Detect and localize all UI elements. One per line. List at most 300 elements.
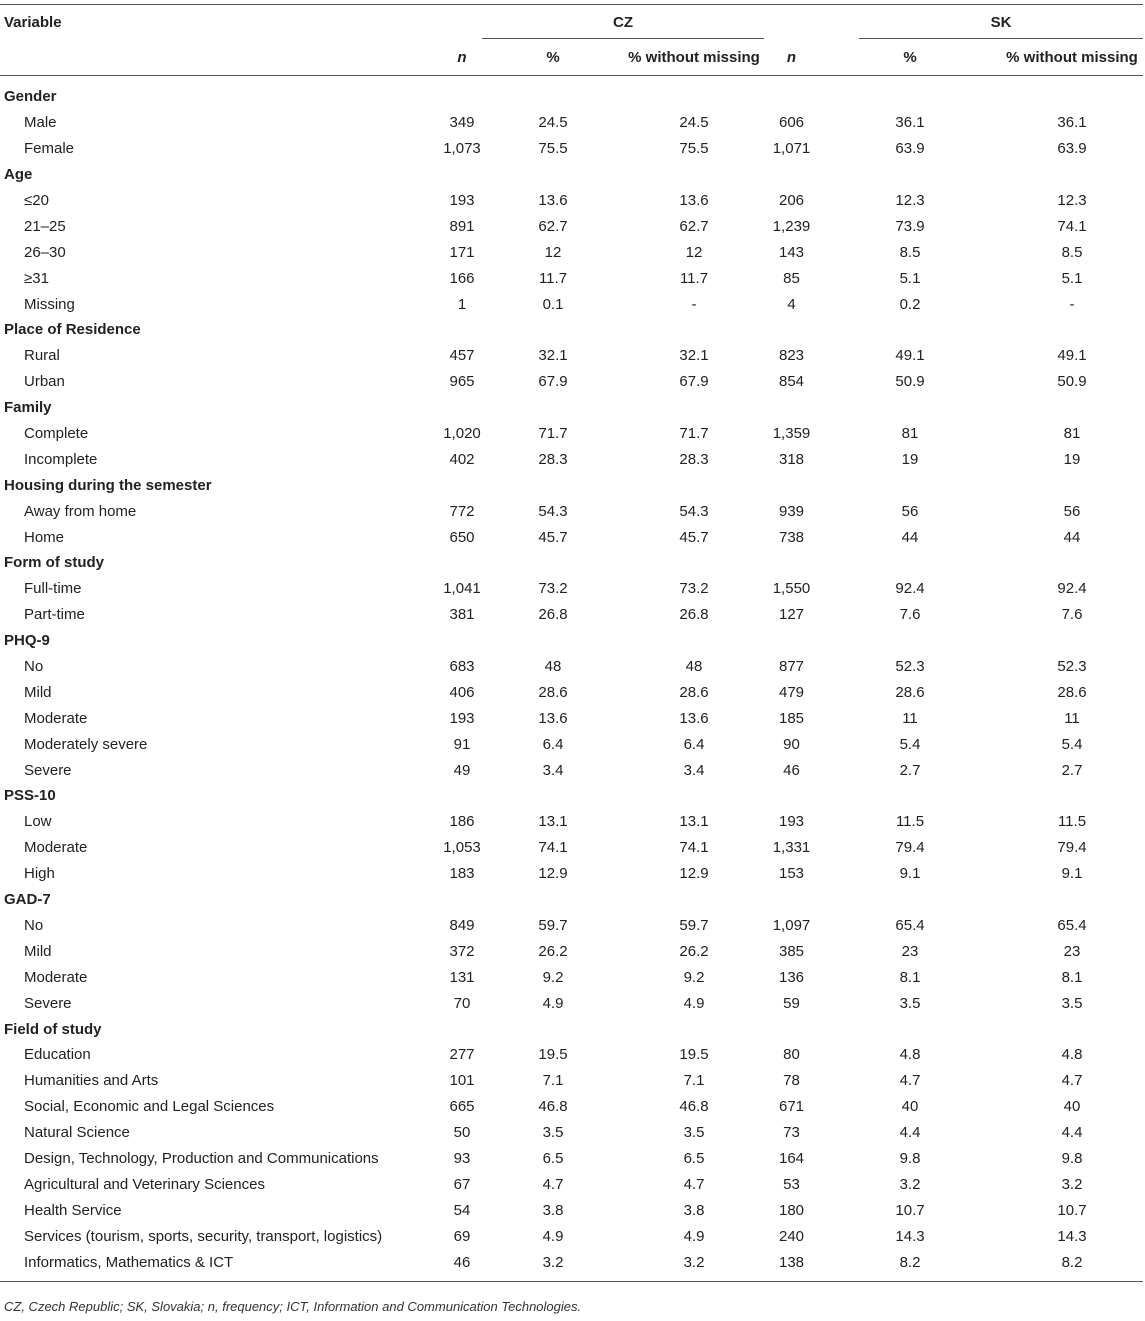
table-row: [0, 861, 1143, 887]
row-label: Moderate: [24, 968, 88, 986]
cell-sk-pct-without-missing: 63.9: [1057, 140, 1087, 158]
row-label: Urban: [24, 373, 65, 391]
cell-cz-pct-without-missing: 73.2: [679, 580, 709, 598]
cell-cz-n: 183: [449, 865, 475, 883]
row-label: Home: [24, 528, 65, 546]
row-label: No: [24, 658, 44, 676]
cell-sk-n: 1,550: [772, 580, 811, 598]
cell-cz-pct-without-missing: 45.7: [679, 528, 709, 546]
cell-sk-pct-without-missing: 4.7: [1061, 1072, 1083, 1090]
cell-sk-n: 164: [778, 1149, 805, 1167]
cell-sk-pct-without-missing: 44: [1063, 528, 1081, 546]
row-label: ≤20: [24, 192, 49, 209]
cell-sk-pct-without-missing: 50.9: [1057, 373, 1087, 391]
cell-sk-n: 877: [778, 658, 805, 676]
cell-sk-pct-without-missing: 28.6: [1057, 683, 1087, 701]
cell-cz-pct: 73.2: [538, 580, 568, 598]
cell-cz-n: 1,041: [443, 580, 481, 598]
cell-cz-n: 101: [449, 1072, 475, 1090]
table-row: [0, 421, 1143, 447]
cell-cz-pct: 0.1: [542, 295, 564, 313]
cell-sk-pct: 73.9: [895, 217, 925, 235]
cell-cz-pct: 62.7: [538, 217, 568, 235]
cell-cz-pct-without-missing: 28.3: [679, 450, 709, 468]
table-row: [0, 1094, 1143, 1120]
cell-sk-n: 854: [778, 373, 805, 391]
cell-cz-pct: 71.7: [538, 425, 568, 443]
header-group-sk: SK: [859, 5, 1143, 39]
cell-cz-n: 69: [453, 1227, 471, 1245]
section-title: Field of study: [4, 1020, 102, 1038]
cell-sk-pct: 12.3: [895, 192, 925, 209]
cell-cz-n: 171: [449, 243, 475, 261]
cell-cz-n: 193: [449, 192, 475, 209]
table-row: [0, 990, 1143, 1016]
cell-sk-pct-without-missing: 74.1: [1057, 217, 1087, 235]
cell-cz-pct-without-missing: 62.7: [679, 217, 709, 235]
cell-cz-pct: 3.8: [542, 1201, 564, 1219]
data-table: [0, 4, 1143, 1282]
cell-cz-pct: 67.9: [538, 373, 568, 391]
table-row: [0, 524, 1143, 550]
cell-sk-n: 1,239: [772, 217, 811, 235]
cell-cz-n: 1,020: [443, 425, 481, 443]
cell-cz-pct: 24.5: [538, 114, 568, 132]
row-label: Natural Science: [24, 1124, 130, 1142]
cell-cz-pct-without-missing: 4.9: [683, 1227, 705, 1245]
cell-sk-pct-without-missing: 14.3: [1057, 1227, 1087, 1245]
cell-sk-n: 80: [783, 1046, 800, 1064]
row-label: Complete: [24, 425, 89, 443]
header-pct-cz: %: [546, 48, 560, 66]
cell-sk-n: 143: [778, 243, 805, 261]
cell-cz-pct-without-missing: 75.5: [679, 140, 709, 158]
section-title: Age: [4, 166, 33, 184]
table-row: [0, 1171, 1143, 1197]
cell-sk-pct: 65.4: [895, 916, 925, 934]
table-row: [0, 679, 1143, 705]
cell-sk-pct: 50.9: [895, 373, 925, 391]
table-row: [0, 1249, 1143, 1281]
cell-cz-n: 372: [449, 942, 475, 960]
cell-cz-pct-without-missing: 6.4: [683, 735, 705, 753]
cell-sk-pct-without-missing: 10.7: [1057, 1201, 1087, 1219]
row-label: Severe: [24, 994, 72, 1012]
cell-cz-n: 67: [453, 1175, 471, 1193]
cell-cz-pct: 11.7: [538, 269, 568, 287]
cell-cz-pct: 3.2: [542, 1253, 564, 1271]
cell-sk-pct: 11.5: [895, 813, 925, 831]
cell-cz-pct: 19.5: [538, 1046, 568, 1064]
cell-sk-pct: 49.1: [895, 347, 925, 365]
cell-sk-pct-without-missing: 8.2: [1061, 1253, 1083, 1271]
cell-cz-pct: 4.9: [542, 1227, 564, 1245]
cell-sk-pct-without-missing: 5.1: [1061, 269, 1083, 287]
cell-sk-pct-without-missing: 19: [1063, 450, 1081, 468]
cell-sk-pct-without-missing: 9.1: [1061, 865, 1083, 883]
cell-cz-n: 406: [449, 683, 475, 701]
table-row: [0, 498, 1143, 524]
cell-sk-pct: 9.1: [899, 865, 921, 883]
cell-sk-n: 4: [787, 295, 796, 313]
cell-cz-pct: 4.7: [542, 1175, 564, 1193]
cell-cz-pct-without-missing: 67.9: [679, 373, 709, 391]
row-label: Incomplete: [24, 450, 98, 468]
row-label: Design, Technology, Production and Communications: [24, 1149, 379, 1167]
cell-sk-n: 127: [778, 606, 805, 624]
header-n-cz: n: [457, 48, 467, 66]
cell-sk-n: 78: [783, 1072, 800, 1090]
cell-sk-pct-without-missing: 4.4: [1061, 1124, 1083, 1142]
header-variable: Variable: [4, 13, 62, 31]
row-label: High: [24, 865, 55, 883]
cell-cz-pct-without-missing: 74.1: [679, 839, 709, 857]
table-row: [0, 136, 1143, 162]
cell-sk-n: 180: [778, 1201, 805, 1219]
cell-cz-pct-without-missing: 59.7: [679, 916, 709, 934]
cell-cz-pct-without-missing: 3.5: [683, 1124, 705, 1142]
cell-sk-n: 1,359: [772, 425, 811, 443]
cell-cz-pct-without-missing: 48: [685, 658, 703, 676]
section-title: PHQ-9: [4, 632, 50, 650]
cell-sk-n: 85: [783, 269, 800, 287]
cell-cz-pct: 32.1: [538, 347, 568, 365]
cell-cz-pct-without-missing: 71.7: [679, 425, 709, 443]
cell-cz-n: 193: [449, 709, 475, 727]
cell-sk-pct-without-missing: 8.5: [1061, 243, 1083, 261]
cell-sk-n: 206: [778, 192, 805, 209]
cell-cz-pct: 6.5: [542, 1149, 564, 1167]
row-label: Severe: [24, 761, 72, 779]
cell-cz-pct: 13.6: [538, 192, 568, 209]
cell-sk-n: 939: [778, 502, 805, 520]
section-title: Gender: [4, 88, 57, 106]
cell-sk-pct-without-missing: 65.4: [1057, 916, 1087, 934]
table-row: [0, 913, 1143, 939]
cell-cz-pct: 26.8: [538, 606, 568, 624]
row-label: Moderate: [24, 709, 88, 727]
row-label: ≥31: [24, 269, 49, 287]
section-title: Housing during the semester: [4, 476, 212, 494]
cell-sk-n: 318: [778, 450, 805, 468]
cell-sk-pct: 40: [901, 1098, 919, 1116]
cell-sk-pct-without-missing: 12.3: [1057, 192, 1087, 209]
cell-sk-pct: 79.4: [895, 839, 925, 857]
cell-sk-pct: 4.8: [899, 1046, 921, 1064]
cell-cz-pct-without-missing: 24.5: [679, 114, 709, 132]
cell-cz-n: 772: [449, 502, 475, 520]
table-row: [0, 110, 1143, 136]
section-row: [0, 550, 1143, 576]
cell-sk-pct: 9.8: [899, 1149, 921, 1167]
cell-sk-pct-without-missing: -: [1069, 295, 1075, 313]
cell-cz-pct-without-missing: 3.4: [683, 761, 705, 779]
cell-sk-n: 385: [778, 942, 805, 960]
cell-sk-pct-without-missing: 5.4: [1061, 735, 1083, 753]
cell-cz-n: 166: [449, 269, 475, 287]
cell-cz-n: 457: [449, 347, 475, 365]
cell-sk-pct: 11: [902, 709, 918, 727]
section-row: [0, 317, 1143, 343]
table-row: [0, 964, 1143, 990]
cell-sk-pct: 19: [901, 450, 919, 468]
cell-sk-pct: 81: [901, 425, 919, 443]
row-label: Informatics, Mathematics & ICT: [24, 1253, 234, 1271]
cell-sk-n: 90: [783, 735, 800, 753]
row-label: Mild: [24, 683, 52, 701]
cell-cz-n: 46: [453, 1253, 471, 1271]
cell-sk-pct: 5.1: [899, 269, 921, 287]
cell-cz-n: 277: [449, 1046, 475, 1064]
table-row: [0, 602, 1143, 628]
cell-cz-n: 665: [449, 1098, 475, 1116]
cell-cz-pct: 3.5: [542, 1124, 564, 1142]
cell-cz-n: 1: [457, 295, 467, 313]
cell-cz-pct-without-missing: 13.6: [679, 709, 709, 727]
cell-sk-pct: 44: [901, 528, 919, 546]
table-row: [0, 291, 1143, 317]
section-row: [0, 472, 1143, 498]
cell-sk-n: 671: [778, 1098, 805, 1116]
table-row: [0, 705, 1143, 731]
table-row: [0, 1223, 1143, 1249]
row-label: Health Service: [24, 1201, 122, 1219]
row-label: Male: [24, 114, 57, 132]
cell-cz-pct: 26.2: [538, 942, 568, 960]
table-row: [0, 576, 1143, 602]
cell-cz-pct: 45.7: [538, 528, 568, 546]
cell-cz-pct: 59.7: [538, 916, 568, 934]
cell-sk-n: 153: [778, 865, 805, 883]
cell-cz-pct: 46.8: [538, 1098, 568, 1116]
table-row: [0, 343, 1143, 369]
cell-cz-pct: 54.3: [538, 502, 568, 520]
cell-sk-n: 1,097: [772, 916, 811, 934]
header-pct-wm-sk: % without missing: [1006, 48, 1138, 66]
row-label: 21–25: [24, 217, 66, 235]
section-title: Family: [4, 399, 52, 417]
cell-cz-n: 402: [449, 450, 475, 468]
cell-sk-pct: 3.5: [899, 994, 921, 1012]
cell-sk-pct: 63.9: [895, 140, 925, 158]
section-title: GAD-7: [4, 891, 51, 909]
cell-cz-pct-without-missing: 32.1: [679, 347, 709, 365]
cell-sk-pct-without-missing: 2.7: [1061, 761, 1083, 779]
cell-sk-pct: 2.7: [899, 761, 921, 779]
table-row: [0, 757, 1143, 783]
cell-cz-pct-without-missing: 3.2: [683, 1253, 705, 1271]
section-row: [0, 887, 1143, 913]
cell-cz-pct-without-missing: 26.8: [679, 606, 709, 624]
cell-sk-n: 240: [778, 1227, 805, 1245]
row-label: Moderate: [24, 839, 88, 857]
row-label: Low: [24, 813, 52, 831]
cell-cz-pct-without-missing: 4.7: [683, 1175, 705, 1193]
cell-sk-pct-without-missing: 23: [1063, 942, 1081, 960]
cell-cz-pct: 13.6: [538, 709, 568, 727]
cell-cz-pct: 28.6: [538, 683, 568, 701]
cell-sk-pct-without-missing: 36.1: [1057, 114, 1087, 132]
table-row: [0, 809, 1143, 835]
cell-sk-pct-without-missing: 11: [1064, 709, 1080, 727]
table-row: [0, 239, 1143, 265]
cell-sk-n: 1,331: [772, 839, 811, 857]
cell-cz-pct: 12: [544, 243, 562, 261]
cell-sk-n: 185: [778, 709, 805, 727]
cell-sk-pct: 3.2: [899, 1175, 921, 1193]
cell-cz-n: 965: [449, 373, 475, 391]
row-label: Agricultural and Veterinary Sciences: [24, 1175, 265, 1193]
row-label: Female: [24, 140, 75, 158]
cell-sk-n: 46: [783, 761, 800, 779]
table-row: [0, 1197, 1143, 1223]
cell-sk-n: 1,071: [772, 140, 811, 158]
table-row: [0, 369, 1143, 395]
row-label: Education: [24, 1046, 91, 1064]
cell-sk-pct: 8.5: [899, 243, 921, 261]
table-row: [0, 213, 1143, 239]
cell-sk-n: 136: [778, 968, 805, 986]
cell-cz-n: 891: [449, 217, 475, 235]
cell-cz-pct-without-missing: 26.2: [679, 942, 709, 960]
row-label: Away from home: [24, 502, 137, 520]
cell-sk-pct: 28.6: [895, 683, 925, 701]
cell-sk-n: 138: [778, 1253, 805, 1271]
cell-sk-pct-without-missing: 4.8: [1061, 1046, 1083, 1064]
cell-cz-pct-without-missing: 3.8: [683, 1201, 705, 1219]
cell-cz-n: 683: [449, 658, 475, 676]
cell-cz-n: 70: [453, 994, 471, 1012]
cell-cz-pct-without-missing: 7.1: [683, 1072, 705, 1090]
cell-sk-pct-without-missing: 11.5: [1057, 813, 1087, 831]
cell-sk-pct-without-missing: 8.1: [1061, 968, 1083, 986]
cell-cz-pct-without-missing: 54.3: [679, 502, 709, 520]
cell-sk-pct: 8.1: [899, 968, 921, 986]
table-row: [0, 654, 1143, 680]
cell-sk-pct: 10.7: [895, 1201, 925, 1219]
cell-cz-pct-without-missing: 6.5: [683, 1149, 705, 1167]
cell-cz-pct: 9.2: [542, 968, 564, 986]
cell-sk-pct: 92.4: [895, 580, 925, 598]
section-title: Place of Residence: [4, 321, 141, 339]
cell-sk-pct-without-missing: 49.1: [1057, 347, 1087, 365]
cell-cz-pct: 48: [544, 658, 562, 676]
row-label: Rural: [24, 347, 60, 365]
cell-cz-n: 93: [453, 1149, 471, 1167]
table-row: [0, 446, 1143, 472]
header-pct-wm-cz: % without missing: [628, 48, 760, 66]
cell-sk-pct-without-missing: 92.4: [1057, 580, 1087, 598]
table-row: [0, 1068, 1143, 1094]
row-label: Missing: [24, 295, 75, 313]
cell-cz-pct: 13.1: [538, 813, 568, 831]
cell-sk-pct: 56: [901, 502, 919, 520]
cell-sk-pct-without-missing: 79.4: [1057, 839, 1087, 857]
cell-sk-pct: 36.1: [895, 114, 925, 132]
cell-sk-pct-without-missing: 40: [1063, 1098, 1081, 1116]
section-title: PSS-10: [4, 787, 56, 805]
cell-sk-pct: 5.4: [899, 735, 921, 753]
cell-sk-n: 823: [778, 347, 805, 365]
row-label: Services (tourism, sports, security, transport, logistics): [24, 1227, 383, 1245]
table-row: [0, 1146, 1143, 1172]
cell-sk-pct-without-missing: 56: [1063, 502, 1081, 520]
cell-cz-pct: 3.4: [542, 761, 564, 779]
table-row: [0, 1120, 1143, 1146]
cell-sk-n: 59: [783, 994, 800, 1012]
cell-sk-pct-without-missing: 3.2: [1061, 1175, 1083, 1193]
cell-cz-pct: 75.5: [538, 140, 568, 158]
cell-sk-n: 53: [783, 1175, 800, 1193]
cell-sk-n: 738: [778, 528, 805, 546]
cell-cz-pct-without-missing: 19.5: [679, 1046, 709, 1064]
cell-sk-pct: 23: [901, 942, 919, 960]
cell-sk-pct-without-missing: 9.8: [1061, 1149, 1083, 1167]
cell-cz-pct-without-missing: 13.1: [679, 813, 709, 831]
header-pct-sk: %: [903, 48, 917, 66]
cell-cz-n: 1,073: [443, 140, 481, 158]
cell-cz-n: 1,053: [443, 839, 481, 857]
cell-sk-pct: 14.3: [895, 1227, 925, 1245]
header-n-sk: n: [786, 48, 797, 66]
row-label: Part-time: [24, 606, 85, 624]
cell-cz-pct: 74.1: [538, 839, 568, 857]
section-row: [0, 1016, 1143, 1042]
cell-cz-pct-without-missing: 12: [685, 243, 703, 261]
cell-sk-n: 73: [783, 1124, 800, 1142]
cell-sk-pct-without-missing: 52.3: [1057, 658, 1087, 676]
cell-cz-pct-without-missing: 28.6: [679, 683, 709, 701]
cell-sk-pct: 0.2: [899, 295, 921, 313]
row-label: Full-time: [24, 580, 82, 598]
cell-cz-n: 131: [449, 968, 475, 986]
cell-cz-n: 381: [449, 606, 475, 624]
header-group-cz: CZ: [482, 5, 764, 39]
section-row: [0, 395, 1143, 421]
cell-cz-n: 49: [453, 761, 471, 779]
cell-sk-pct: 4.7: [899, 1072, 921, 1090]
cell-cz-pct-without-missing: 9.2: [683, 968, 705, 986]
cell-sk-pct-without-missing: 3.5: [1061, 994, 1083, 1012]
cell-sk-pct-without-missing: 81: [1063, 425, 1081, 443]
row-label: Mild: [24, 942, 52, 960]
row-label: No: [24, 916, 44, 934]
cell-cz-n: 186: [449, 813, 475, 831]
row-label: Moderately severe: [24, 735, 148, 753]
table-row: [0, 265, 1143, 291]
table-row: [0, 835, 1143, 861]
cell-cz-pct-without-missing: 11.7: [679, 269, 709, 287]
cell-cz-n: 91: [453, 735, 471, 753]
cell-cz-n: 849: [449, 916, 475, 934]
section-row: [0, 162, 1143, 188]
cell-sk-n: 193: [778, 813, 805, 831]
row-label: Social, Economic and Legal Sciences: [24, 1098, 275, 1116]
cell-cz-pct-without-missing: 13.6: [679, 192, 709, 209]
cell-sk-pct-without-missing: 7.6: [1061, 606, 1083, 624]
table-footnote: CZ, Czech Republic; SK, Slovakia; n, frequency; ICT, Information and Communication Technologies.: [4, 1299, 582, 1314]
cell-cz-pct-without-missing: 46.8: [679, 1098, 709, 1116]
cell-sk-pct: 52.3: [895, 658, 925, 676]
table-row: [0, 731, 1143, 757]
cell-cz-pct: 28.3: [538, 450, 568, 468]
cell-sk-n: 479: [778, 683, 805, 701]
cell-sk-pct: 8.2: [899, 1253, 921, 1271]
cell-cz-pct: 7.1: [542, 1072, 564, 1090]
table-row: [0, 938, 1143, 964]
cell-sk-pct: 4.4: [899, 1124, 921, 1142]
section-title: Form of study: [4, 554, 104, 572]
